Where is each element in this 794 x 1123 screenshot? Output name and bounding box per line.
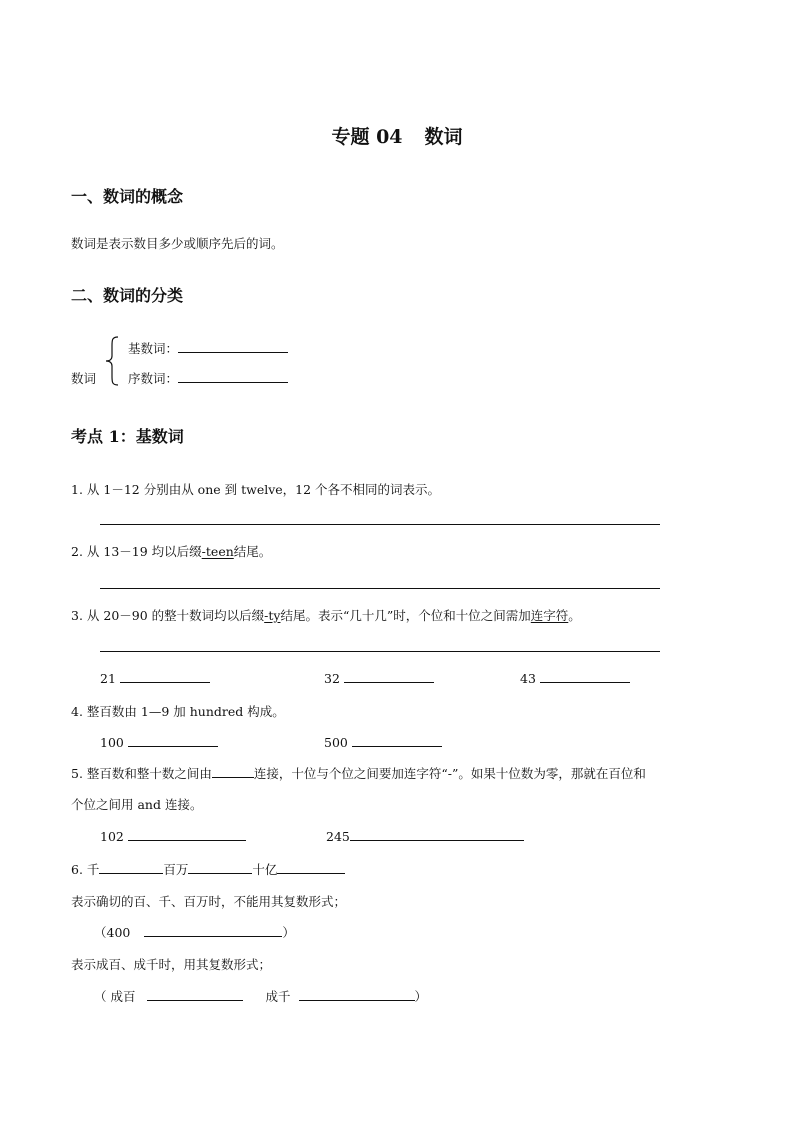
item-6-thousand: 6. 千 [71,862,100,877]
section-heading-keypoint1: 考点 1：基数词 [71,427,184,446]
example-32-label: 32 [324,671,340,686]
example-245-blank[interactable] [350,828,524,841]
example-102-blank[interactable] [128,828,246,841]
example-32 [324,670,434,686]
example-hundreds-close: ） [414,989,428,1004]
ordinal-blank[interactable] [178,370,288,383]
example-100 [100,734,218,750]
answer-line-2[interactable] [100,588,660,589]
diagram-cardinal [128,339,288,357]
item-6-million: 百万 [163,862,189,877]
item-2-pre: 2. 从 13－19 均以后缀 [71,544,202,559]
item-5-pre: 5. 整百数和整十数之间由 [71,766,212,781]
item-3-text [71,606,581,624]
page-title [0,122,794,149]
example-21 [100,670,210,686]
item-3-suffix: -ty [264,608,281,623]
section-heading-classification: 二、数词的分类 [71,286,184,305]
item-3-pre: 3. 从 20－90 的整十数词均以后缀 [71,608,265,623]
note-exact-hundreds: 表示确切的百、千、百万时，不能用其复数形式； [71,894,347,909]
example-500-label: 500 [324,735,348,750]
example-thousands-label: 成千 [265,989,291,1004]
cardinal-blank[interactable] [178,340,288,353]
curly-brace-icon [104,336,120,386]
answer-line-3[interactable] [100,651,660,652]
item-6-text [71,860,345,878]
item-5-blank[interactable] [212,765,254,778]
example-100-label: 100 [100,735,124,750]
item-5-post: 连接，十位与个位之间要加连字符“-”。如果十位数为零，那就在百位和 [253,766,646,781]
example-400-close: ） [282,925,295,940]
example-400-label: （400 [94,925,131,940]
example-21-blank[interactable] [120,670,210,683]
example-500-blank[interactable] [352,734,442,747]
diagram-root-label: 数词 [71,371,97,386]
item-3-hyphen-term: 连字符 [530,608,569,623]
billion-blank[interactable] [277,861,345,874]
item-2-suffix: -teen [201,544,234,559]
example-100-blank[interactable] [128,734,218,747]
title-part1: 专题 04 [331,126,403,148]
million-blank[interactable] [188,861,252,874]
item-4-text: 4. 整百数由 1—9 加 hundred 构成。 [71,704,285,719]
example-102-label: 102 [100,829,124,844]
item-3-post: 。 [568,608,581,623]
hundreds-blank[interactable] [147,988,243,1001]
concept-text: 数词是表示数目多少或顺序先后的词。 [71,236,284,251]
item-6-billion: 十亿 [252,862,278,877]
example-400-blank[interactable] [144,924,282,937]
example-102 [100,828,246,844]
example-43 [520,670,630,686]
example-245-label: 245 [326,829,350,844]
title-part2: 数词 [424,126,463,148]
example-43-blank[interactable] [540,670,630,683]
item-2-text [71,542,271,560]
item-5-line2: 个位之间用 and 连接。 [71,797,203,812]
diagram-cardinal-label: 基数词： [128,341,179,356]
item-3-mid: 结尾。表示“几十几”时，个位和十位之间需加 [280,608,531,623]
example-hundreds-thousands [94,987,427,1005]
item-2-post: 结尾。 [233,544,272,559]
thousands-blank[interactable] [299,988,415,1001]
diagram-ordinal [128,369,288,387]
example-32-blank[interactable] [344,670,434,683]
example-hundreds-label: （ 成百 [94,989,136,1004]
example-21-label: 21 [100,671,116,686]
example-500 [324,734,442,750]
answer-line-1[interactable] [100,524,660,525]
example-43-label: 43 [520,671,536,686]
example-400 [94,923,295,941]
section-heading-concept: 一、数词的概念 [71,187,184,206]
item-1-text: 1. 从 1－12 分别由从 one 到 twelve，12 个各不相同的词表示。 [71,482,441,497]
diagram-ordinal-label: 序数词： [128,371,179,386]
note-plural-hundreds: 表示成百、成千时，用其复数形式； [71,957,272,972]
item-5-text [71,764,646,782]
thousand-blank[interactable] [99,861,163,874]
example-245 [326,828,524,844]
